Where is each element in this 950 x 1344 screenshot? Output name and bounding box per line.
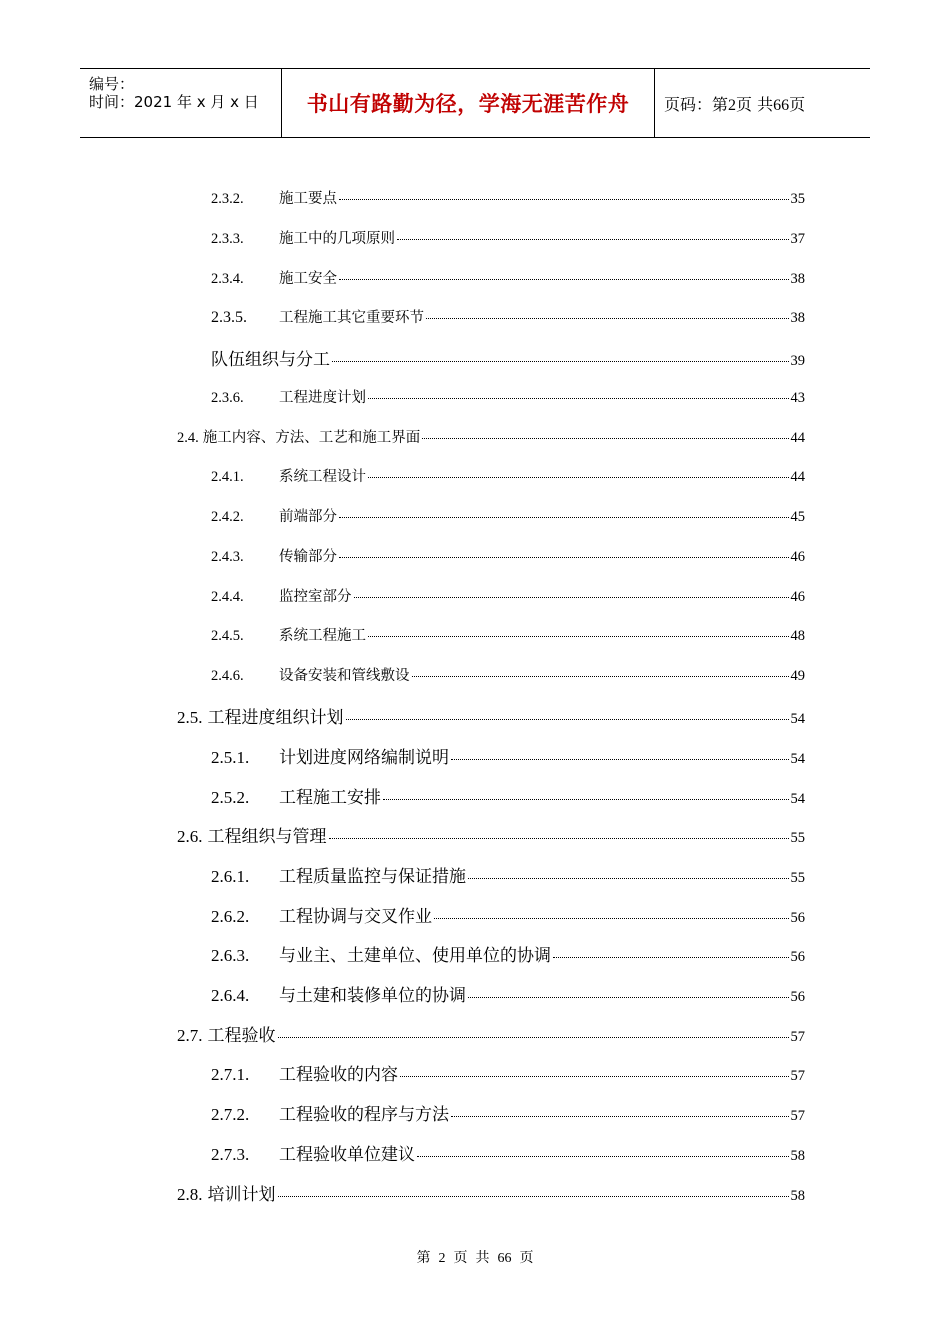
toc-number: 2.4.2. (211, 509, 244, 525)
toc-page: 38 (790, 271, 805, 287)
toc-leader (339, 517, 789, 518)
toc-leader (400, 1076, 789, 1077)
toc-number: 2.7.3. (211, 1145, 250, 1164)
toc-page: 35 (790, 191, 805, 207)
toc-page: 46 (790, 549, 805, 565)
toc-title: 与业主、土建单位、使用单位的协调 (279, 946, 551, 965)
toc-title: 前端部分 (279, 509, 337, 525)
toc-number: 2.7.2. (211, 1105, 250, 1124)
toc-title: 系统工程施工 (279, 628, 366, 644)
toc-title: 工程质量监控与保证措施 (279, 867, 466, 886)
toc-entry[interactable] (211, 267, 805, 288)
toc-title: 培训计划 (207, 1185, 276, 1204)
toc-number: 2.7.1. (211, 1065, 250, 1084)
toc-entry[interactable] (211, 783, 805, 808)
toc-leader (553, 957, 789, 958)
toc-page: 56 (790, 949, 805, 965)
toc-title: 队伍组织与分工 (211, 350, 330, 369)
toc-page: 39 (790, 353, 805, 369)
toc-number: 2.3.2. (211, 191, 244, 207)
toc-number: 2.4.6. (211, 668, 244, 684)
page-footer (0, 1247, 950, 1267)
toc-page: 44 (790, 430, 805, 446)
toc-leader (339, 557, 789, 558)
toc-entry[interactable] (211, 306, 805, 327)
toc-page: 56 (790, 989, 805, 1005)
toc-number: 2.5.1. (211, 748, 250, 767)
toc-entry[interactable] (177, 426, 805, 447)
toc-title: 监控室部分 (279, 589, 352, 605)
toc-page: 58 (790, 1148, 805, 1164)
toc-entry[interactable] (211, 227, 805, 248)
toc-page: 54 (790, 751, 805, 767)
toc-title: 传输部分 (279, 549, 337, 565)
toc-entry[interactable] (211, 902, 805, 927)
page-header (80, 68, 870, 138)
toc-entry[interactable] (211, 1140, 805, 1165)
toc-title: 工程组织与管理 (207, 827, 327, 846)
toc-entry[interactable] (211, 345, 805, 370)
toc-leader (412, 676, 789, 677)
toc-leader (383, 799, 789, 800)
toc-title: 与土建和装修单位的协调 (279, 986, 466, 1005)
toc-entry[interactable] (177, 1180, 805, 1205)
toc-title: 施工中的几项原则 (279, 231, 395, 247)
page-prefix: 页码：第 (664, 94, 729, 114)
header-page-indicator (664, 92, 805, 115)
toc-leader (368, 477, 789, 478)
toc-leader (329, 838, 789, 839)
toc-leader (339, 279, 789, 280)
toc-page: 56 (790, 910, 805, 926)
toc-number: 2.6.3. (211, 946, 250, 965)
toc-page: 45 (790, 509, 805, 525)
toc-title: 设备安装和管线敷设 (279, 668, 410, 684)
toc-title: 施工安全 (279, 271, 337, 287)
toc-entry[interactable] (211, 386, 805, 407)
toc-page: 55 (790, 870, 805, 886)
toc-leader (278, 1196, 789, 1197)
toc-number: 2.3.6. (211, 390, 244, 406)
page-current: 2 (728, 96, 737, 114)
toc-entry[interactable] (211, 743, 805, 768)
toc-title: 工程进度组织计划 (207, 708, 344, 727)
toc-page: 54 (790, 711, 805, 727)
footer-current-page: 2 (438, 1251, 446, 1266)
toc-entry[interactable] (211, 505, 805, 526)
toc-entry[interactable] (177, 703, 805, 728)
toc-page: 55 (790, 830, 805, 846)
header-left-cell (80, 69, 282, 137)
footer-word-di: 第 (416, 1251, 431, 1266)
page-suffix: 页 (789, 94, 806, 114)
footer-word-ye-end: 页 (519, 1251, 534, 1266)
toc-number: 2.5.2. (211, 788, 250, 807)
toc-title: 工程验收单位建议 (279, 1145, 415, 1164)
toc-entry[interactable] (211, 981, 805, 1006)
toc-title: 工程施工安排 (279, 788, 381, 807)
header-motto: 书山有路勤为径，学海无涯苦作舟 (306, 92, 630, 116)
toc-leader (332, 361, 789, 362)
toc-entry[interactable] (211, 545, 805, 566)
toc-leader (368, 636, 789, 637)
toc-entry[interactable] (211, 1060, 805, 1085)
toc-title: 工程施工其它重要环节 (279, 310, 424, 326)
toc-title: 工程验收 (207, 1026, 276, 1045)
page-total: 66 (773, 96, 790, 114)
toc-title: 施工内容、方法、工艺和施工界面 (202, 430, 421, 446)
toc-entry[interactable] (211, 664, 805, 685)
document-number-label: 编号： (89, 75, 135, 93)
header-right-cell (655, 69, 870, 137)
toc-entry[interactable] (211, 187, 805, 208)
toc-title: 工程验收的程序与方法 (279, 1105, 449, 1124)
toc-page: 57 (790, 1108, 805, 1124)
toc-page: 54 (790, 791, 805, 807)
toc-page: 43 (790, 390, 805, 406)
toc-entry[interactable] (211, 585, 805, 606)
toc-title: 施工要点 (279, 191, 337, 207)
toc-leader (451, 759, 789, 760)
toc-leader (468, 878, 789, 879)
header-middle-cell (282, 69, 655, 137)
toc-page: 44 (790, 469, 805, 485)
toc-number: 2.4. (177, 430, 199, 446)
document-date: 时间：2021 年 x 月 x 日 (89, 93, 259, 111)
toc-entry[interactable] (211, 1100, 805, 1125)
toc-number: 2.6.1. (211, 867, 250, 886)
footer-word-ye: 页 (453, 1251, 468, 1266)
toc-title: 工程协调与交叉作业 (279, 907, 432, 926)
toc-leader (426, 318, 789, 319)
toc-page: 38 (790, 310, 805, 326)
toc-leader (354, 597, 789, 598)
toc-number: 2.7. (177, 1026, 203, 1045)
toc-leader (278, 1037, 789, 1038)
toc-title: 工程验收的内容 (279, 1065, 398, 1084)
toc-number: 2.4.4. (211, 589, 244, 605)
toc-leader (339, 199, 789, 200)
page-mid: 页 共 (736, 94, 774, 114)
toc-entry[interactable] (177, 1021, 805, 1046)
toc-number: 2.6.2. (211, 907, 250, 926)
toc-number: 2.4.1. (211, 469, 244, 485)
toc-page: 57 (790, 1068, 805, 1084)
toc-number: 2.6. (177, 827, 203, 846)
toc-number: 2.3.4. (211, 271, 244, 287)
toc-leader (434, 918, 789, 919)
toc-entry[interactable] (211, 862, 805, 887)
toc-page: 46 (790, 589, 805, 605)
toc-number: 2.8. (177, 1185, 203, 1204)
toc-number: 2.6.4. (211, 986, 250, 1005)
toc-title: 工程进度计划 (279, 390, 366, 406)
toc-page: 48 (790, 628, 805, 644)
toc-page: 57 (790, 1029, 805, 1045)
toc-number: 2.3.3. (211, 231, 244, 247)
toc-entry[interactable] (177, 822, 805, 847)
toc-page: 49 (790, 668, 805, 684)
toc-title: 系统工程设计 (279, 469, 366, 485)
toc-number: 2.4.5. (211, 628, 244, 644)
toc-entry[interactable] (211, 941, 805, 966)
toc-leader (422, 438, 788, 439)
toc-page: 37 (790, 231, 805, 247)
toc-number: 2.4.3. (211, 549, 244, 565)
toc-leader (397, 239, 789, 240)
toc-entry[interactable] (211, 624, 805, 645)
toc-number: 2.3.5. (211, 309, 247, 326)
footer-total-pages: 66 (497, 1251, 512, 1266)
toc-leader (368, 398, 789, 399)
toc-title: 计划进度网络编制说明 (279, 748, 449, 767)
toc-entry[interactable] (211, 465, 805, 486)
toc-number: 2.5. (177, 708, 203, 727)
footer-word-gong: 共 (475, 1251, 490, 1266)
toc-leader (468, 997, 789, 998)
toc-page: 58 (790, 1188, 805, 1204)
toc-leader (346, 719, 789, 720)
toc-leader (451, 1116, 789, 1117)
toc-leader (417, 1156, 789, 1157)
